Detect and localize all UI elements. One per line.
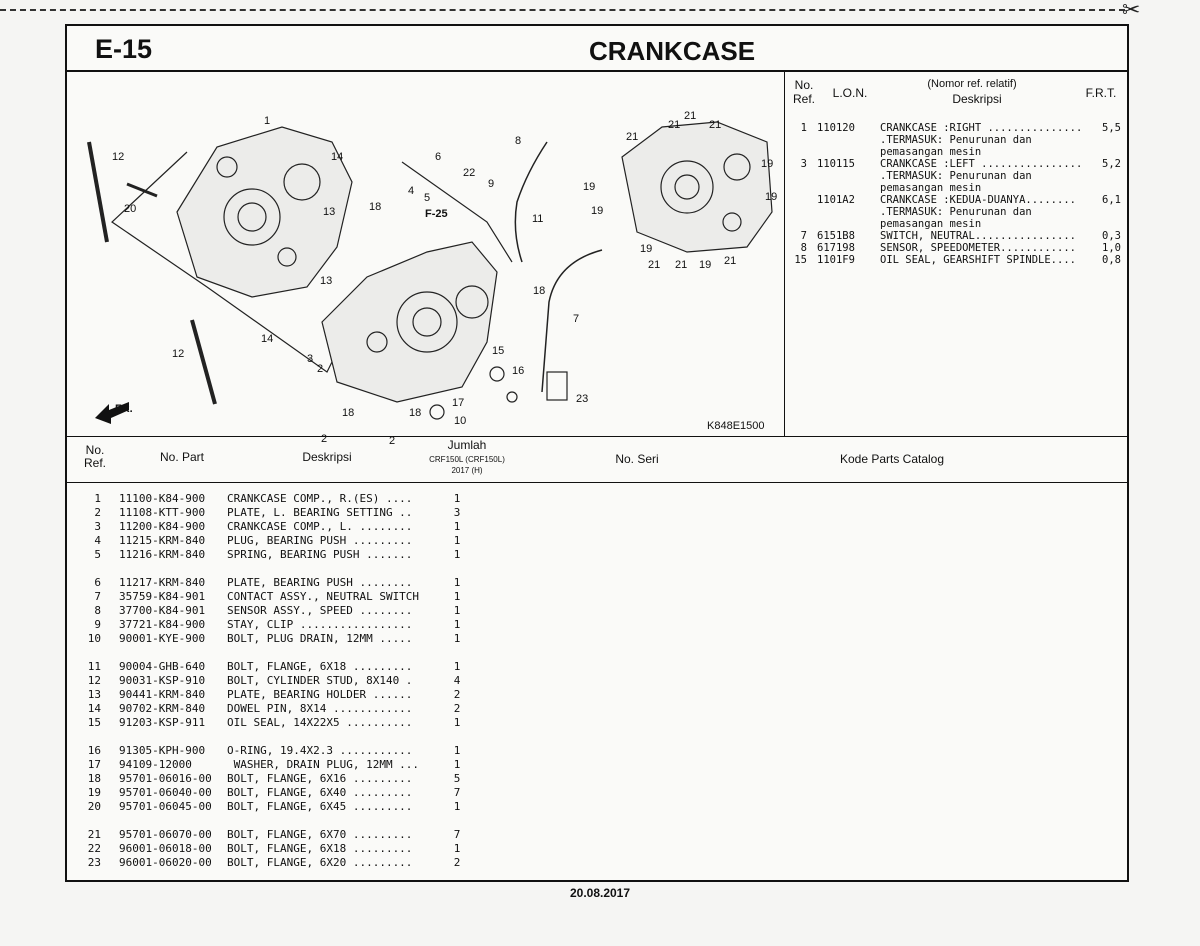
col-kode: Kode Parts Catalog: [839, 452, 945, 466]
part-desc: BOLT, CYLINDER STUD, 8X140 .: [227, 674, 413, 687]
callout-2b: 2: [321, 433, 328, 445]
part-qty: 1: [453, 660, 461, 673]
callout-5: 5: [424, 192, 431, 204]
page-title: CRANKCASE: [588, 36, 756, 66]
table-row: [67, 492, 487, 506]
part-ref: 23: [87, 856, 101, 869]
lon-row: [787, 194, 1123, 206]
table-row: [67, 590, 487, 604]
callout-4: 4: [408, 185, 415, 197]
scissors-icon: ✂: [1122, 0, 1141, 23]
lon-lon: 617198: [817, 242, 855, 254]
col-nopart: No. Part: [159, 450, 204, 464]
part-part: 90702-KRM-840: [119, 702, 206, 715]
part-qty: 1: [453, 534, 461, 547]
table-row: [67, 786, 487, 800]
callout-18c: 18: [342, 407, 355, 419]
lon-row: [787, 134, 1123, 146]
part-desc: O-RING, 19.4X2.3 ...........: [227, 744, 413, 757]
part-desc: CONTACT ASSY., NEUTRAL SWITCH: [227, 590, 420, 603]
lon-desc: .TERMASUK: Penurunan dan: [880, 170, 1032, 182]
part-ref: 21: [87, 828, 101, 841]
part-ref: 1: [94, 492, 101, 505]
part-desc: BOLT, FLANGE, 6X18 .........: [227, 842, 413, 855]
part-qty: 7: [453, 786, 461, 799]
callout-21d: 21: [709, 119, 722, 131]
divider: [67, 482, 1127, 483]
part-desc: BOLT, PLUG DRAIN, 12MM .....: [227, 632, 413, 645]
table-row: [67, 828, 487, 842]
part-ref: 6: [94, 576, 101, 589]
callout-19f: 19: [699, 259, 712, 271]
part-part: 94109-12000: [119, 758, 192, 771]
part-part: 95701-06045-00: [119, 800, 212, 813]
table-row: [67, 716, 487, 730]
part-part: 90441-KRM-840: [119, 688, 206, 701]
part-qty: 1: [453, 520, 461, 533]
part-part: 11108-KTT-900: [119, 506, 206, 519]
callout-21b: 21: [668, 119, 681, 131]
part-qty: 7: [453, 828, 461, 841]
part-qty: 2: [453, 856, 461, 869]
part-qty: 1: [453, 632, 461, 645]
lon-desc: .TERMASUK: Penurunan dan: [880, 206, 1032, 218]
callout-11: 11: [532, 213, 544, 225]
col-jumlah: Jumlah: [447, 438, 487, 452]
table-row: [67, 856, 487, 870]
lon-desc: OIL SEAL, GEARSHIFT SPINDLE....: [880, 254, 1076, 266]
part-part: 37700-K84-901: [119, 604, 206, 617]
part-desc: BOLT, FLANGE, 6X45 .........: [227, 800, 413, 813]
part-part: 96001-06020-00: [119, 856, 212, 869]
callout-19: 19: [761, 158, 774, 170]
part-ref: 10: [87, 632, 101, 645]
part-ref: 5: [94, 548, 101, 561]
callout-19c: 19: [591, 205, 604, 217]
part-part: 11100-K84-900: [119, 492, 206, 505]
part-ref: 22: [87, 842, 101, 855]
cut-line: [0, 9, 1125, 11]
lon-row: [787, 254, 1123, 266]
table-row: [67, 758, 487, 772]
part-qty: 5: [453, 772, 461, 785]
table-row: [67, 702, 487, 716]
lon-frt: 1,0: [1102, 242, 1121, 254]
part-qty: 1: [453, 842, 461, 855]
part-qty: 1: [453, 800, 461, 813]
lon-ref: 7: [800, 230, 807, 242]
table-row: [67, 660, 487, 674]
callout-18b: 18: [533, 285, 546, 297]
part-qty: 1: [453, 492, 461, 505]
part-qty: 1: [453, 548, 461, 561]
lon-row: [787, 230, 1123, 242]
table-row: [67, 618, 487, 632]
callout-3: 3: [307, 353, 314, 365]
callout-13: 13: [323, 206, 336, 218]
lon-ref: 15: [794, 254, 807, 266]
callout-2c: 2: [389, 435, 396, 447]
lon-desc: SENSOR, SPEEDOMETER............: [880, 242, 1076, 254]
part-part: 11217-KRM-840: [119, 576, 206, 589]
part-qty: 2: [453, 688, 461, 701]
part-part: 90004-GHB-640: [119, 660, 206, 673]
callout-9: 9: [488, 178, 495, 190]
callout-19e: 19: [640, 243, 653, 255]
part-part: 95701-06070-00: [119, 828, 212, 841]
divider: [784, 72, 785, 436]
part-qty: 1: [453, 590, 461, 603]
part-desc: BOLT, FLANGE, 6X70 .........: [227, 828, 413, 841]
part-ref: 3: [94, 520, 101, 533]
lon-desc: CRANKCASE :RIGHT ...............: [880, 122, 1083, 134]
part-desc: PLATE, L. BEARING SETTING ..: [227, 506, 413, 519]
callout-21e: 21: [648, 259, 661, 271]
callout-14b: 14: [261, 333, 274, 345]
lon-row: [787, 122, 1123, 134]
catalog-page: [65, 24, 1129, 882]
callout-18d: 18: [409, 407, 422, 419]
part-ref: 19: [87, 786, 101, 799]
part-part: 90031-KSP-910: [119, 674, 206, 687]
part-qty: 1: [453, 716, 461, 729]
table-row: [67, 632, 487, 646]
callout-12: 12: [112, 151, 125, 163]
table-row: [67, 688, 487, 702]
table-row: [67, 842, 487, 856]
col-jumlah-year: 2017 (H): [451, 466, 483, 475]
part-part: 95701-06040-00: [119, 786, 212, 799]
callout-21f: 21: [675, 259, 688, 271]
part-ref: 12: [87, 674, 101, 687]
part-desc: PLATE, BEARING PUSH ........: [227, 576, 413, 589]
part-part: 90001-KYE-900: [119, 632, 206, 645]
part-desc: OIL SEAL, 14X22X5 ..........: [227, 716, 413, 729]
callout-18: 18: [369, 201, 382, 213]
callout-21: 21: [626, 131, 639, 143]
lon-header-lon: L.O.N.: [832, 86, 868, 100]
lon-frt: 0,8: [1102, 254, 1121, 266]
print-date: 20.08.2017: [569, 886, 631, 900]
part-part: 91203-KSP-911: [119, 716, 206, 729]
fr-mark: FR.: [115, 403, 133, 415]
part-ref: 16: [87, 744, 101, 757]
part-part: 11200-K84-900: [119, 520, 206, 533]
table-row: [67, 506, 487, 520]
table-row: [67, 534, 487, 548]
lon-lon: 110120: [817, 122, 855, 134]
part-desc: PLATE, BEARING HOLDER ......: [227, 688, 413, 701]
table-row: [67, 772, 487, 786]
part-desc: BOLT, FLANGE, 6X16 .........: [227, 772, 413, 785]
part-ref: 11: [87, 660, 101, 673]
page-header: [67, 26, 1127, 72]
part-desc: DOWEL PIN, 8X14 ............: [227, 702, 413, 715]
lon-desc: pemasangan mesin: [880, 146, 982, 158]
col-noseri: No. Seri: [615, 452, 659, 466]
lon-desc: CRANKCASE :KEDUA-DUANYA........: [880, 194, 1076, 206]
callout-14: 14: [331, 151, 344, 163]
section-code: E-15: [95, 34, 153, 64]
lon-row: [787, 146, 1123, 158]
image-code: K848E1500: [707, 420, 765, 432]
callout-10: 10: [454, 415, 467, 427]
part-ref: 15: [87, 716, 101, 729]
inner-crankcase-shape: [622, 122, 772, 252]
part-desc: BOLT, FLANGE, 6X20 .........: [227, 856, 413, 869]
lon-desc: pemasangan mesin: [880, 218, 982, 230]
part-ref: 17: [87, 758, 101, 771]
part-ref: 8: [94, 604, 101, 617]
lon-lon: 1101A2: [817, 194, 855, 206]
part-qty: 1: [453, 744, 461, 757]
part-part: 37721-K84-900: [119, 618, 206, 631]
table-row: [67, 576, 487, 590]
lon-header-noref: No. Ref.: [792, 78, 815, 106]
part-desc: SPRING, BEARING PUSH .......: [227, 548, 413, 561]
lon-header-frt: F.R.T.: [1085, 86, 1117, 100]
callout-6: 6: [435, 151, 442, 163]
part-qty: 4: [453, 674, 461, 687]
lon-row: [787, 206, 1123, 218]
lon-frt: 6,1: [1102, 194, 1121, 206]
part-qty: 1: [453, 618, 461, 631]
part-part: 91305-KPH-900: [119, 744, 206, 757]
lon-desc: CRANKCASE :LEFT ................: [880, 158, 1083, 170]
lon-ref: 3: [800, 158, 807, 170]
part-desc: CRANKCASE COMP., L. ........: [227, 520, 413, 533]
part-part: 95701-06016-00: [119, 772, 212, 785]
lon-desc: SWITCH, NEUTRAL................: [880, 230, 1076, 242]
lon-lon: 6151B8: [817, 230, 855, 242]
callout-20: 20: [124, 203, 137, 215]
table-row: [67, 800, 487, 814]
callout-8: 8: [515, 135, 522, 147]
part-ref: 7: [94, 590, 101, 603]
left-crankcase-shape: [322, 242, 497, 402]
callout-16: 16: [512, 365, 525, 377]
table-row: [67, 674, 487, 688]
part-desc: STAY, CLIP .................: [227, 618, 413, 631]
col-deskripsi: Deskripsi: [302, 450, 352, 464]
table-row: [67, 744, 487, 758]
part-part: 96001-06018-00: [119, 842, 212, 855]
table-row: [67, 520, 487, 534]
part-ref: 2: [94, 506, 101, 519]
lon-lon: 1101F9: [817, 254, 855, 266]
figure-ref: F-25: [425, 208, 448, 220]
part-qty: 1: [453, 604, 461, 617]
lon-lon: 110115: [817, 158, 855, 170]
callout-21g: 21: [724, 255, 737, 267]
part-desc: BOLT, FLANGE, 6X40 .........: [227, 786, 413, 799]
callout-12b: 12: [172, 348, 185, 360]
table-row: [67, 548, 487, 562]
callout-21c: 21: [684, 110, 697, 122]
callout-19b: 19: [583, 181, 596, 193]
part-desc: WASHER, DRAIN PLUG, 12MM ...: [227, 758, 420, 771]
part-ref: 13: [87, 688, 101, 701]
lon-row: [787, 242, 1123, 254]
part-qty: 1: [453, 758, 461, 771]
lon-row: [787, 158, 1123, 170]
callout-2: 2: [317, 363, 324, 375]
part-qty: 2: [453, 702, 461, 715]
col-jumlah-model: CRF150L (CRF150L): [429, 455, 505, 464]
part-part: 11215-KRM-840: [119, 534, 206, 547]
lon-row: [787, 218, 1123, 230]
callout-7: 7: [573, 313, 580, 325]
callout-17: 17: [452, 397, 465, 409]
callout-1: 1: [264, 115, 271, 127]
part-part: 35759-K84-901: [119, 590, 206, 603]
lon-header-nomor: (Nomor ref. relatif): [927, 78, 1017, 90]
part-ref: 18: [87, 772, 101, 785]
part-desc: CRANKCASE COMP., R.(ES) ....: [227, 492, 413, 505]
lon-ref: 1: [800, 122, 807, 134]
part-ref: 14: [87, 702, 101, 715]
callout-19d: 19: [765, 191, 778, 203]
lon-ref: 8: [800, 242, 807, 254]
lon-frt: 5,2: [1102, 158, 1121, 170]
part-desc: PLUG, BEARING PUSH .........: [227, 534, 413, 547]
lon-header-desc: Deskripsi: [952, 92, 1002, 106]
part-desc: SENSOR ASSY., SPEED ........: [227, 604, 413, 617]
part-desc: BOLT, FLANGE, 6X18 .........: [227, 660, 413, 673]
callout-15: 15: [492, 345, 505, 357]
lon-row: [787, 170, 1123, 182]
part-qty: 1: [453, 576, 461, 589]
part-ref: 20: [87, 800, 101, 813]
lon-desc: pemasangan mesin: [880, 182, 982, 194]
col-noref: No. Ref.: [83, 443, 106, 470]
callout-13b: 13: [320, 275, 333, 287]
part-ref: 9: [94, 618, 101, 631]
part-qty: 3: [453, 506, 461, 519]
callout-22: 22: [463, 167, 476, 179]
callout-23: 23: [576, 393, 589, 405]
table-row: [67, 604, 487, 618]
lon-desc: .TERMASUK: Penurunan dan: [880, 134, 1032, 146]
part-part: 11216-KRM-840: [119, 548, 206, 561]
part-ref: 4: [94, 534, 101, 547]
lon-row: [787, 182, 1123, 194]
lon-frt: 5,5: [1102, 122, 1121, 134]
lon-frt: 0,3: [1102, 230, 1121, 242]
divider: [67, 436, 1127, 437]
